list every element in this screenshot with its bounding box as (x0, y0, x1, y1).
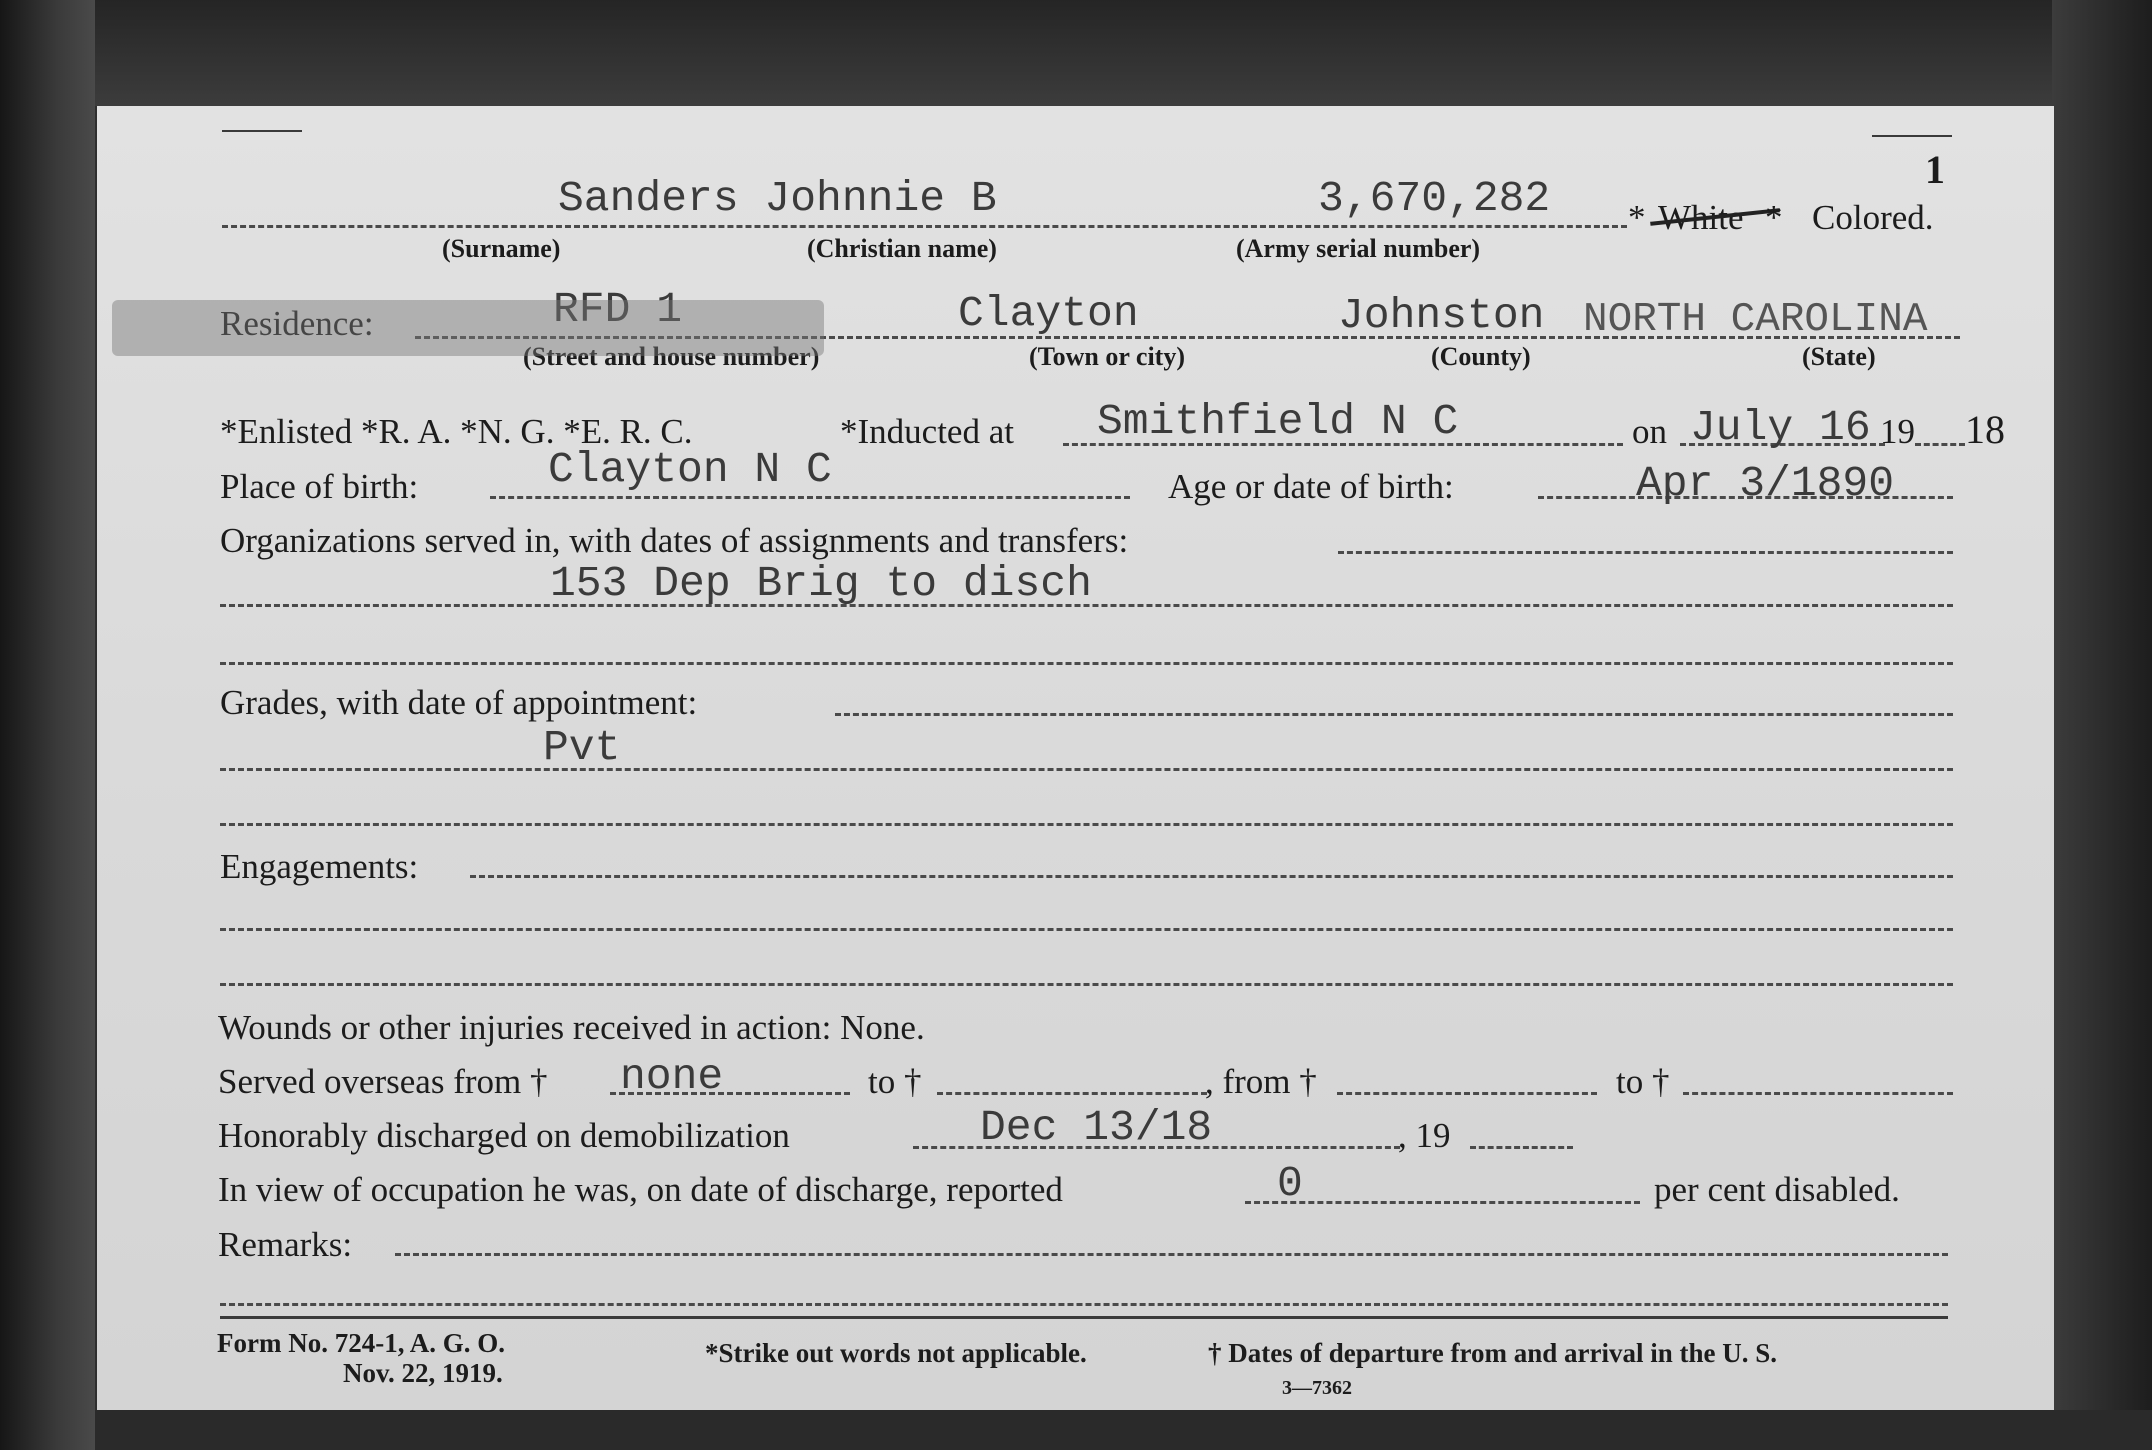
organizations-line-3 (220, 662, 1953, 665)
county-caption: (County) (1431, 342, 1531, 371)
serial-caption: (Army serial number) (1236, 234, 1481, 263)
residence-street-value: RFD 1 (553, 285, 683, 334)
white-asterisk: * (1628, 198, 1646, 237)
disability-value: 0 (1277, 1159, 1303, 1208)
disability-suffix: per cent disabled. (1654, 1170, 1900, 1209)
form-date: Nov. 22, 1919. (343, 1358, 503, 1388)
overseas-to2-label: to † (1616, 1062, 1670, 1101)
overseas-to-label: to † (868, 1062, 922, 1101)
race-colored-option: Colored. (1812, 198, 1934, 237)
discharge-year-line (1470, 1146, 1573, 1149)
top-left-rule (222, 130, 302, 132)
wounds-statement: Wounds or other injuries received in action: None. (218, 1008, 925, 1047)
residence-county-value: Johnston (1338, 291, 1545, 340)
engagements-line-3 (220, 983, 1953, 986)
remarks-line-1 (395, 1253, 1948, 1256)
card-number: 1 (1925, 147, 1945, 192)
colored-asterisk: * (1765, 198, 1783, 237)
remarks-label: Remarks: (218, 1225, 353, 1264)
enlisted-options: *Enlisted *R. A. *N. G. *E. R. C. (220, 412, 693, 451)
grades-value: Pvt (543, 723, 621, 772)
grades-label: Grades, with date of appointment: (220, 683, 698, 722)
induction-year-suffix: 18 (1965, 407, 2005, 452)
state-caption: (State) (1802, 342, 1876, 371)
overseas-to2-line (1683, 1092, 1953, 1095)
induction-date-value: July 16 (1690, 403, 1871, 452)
engagements-line-1 (470, 875, 1953, 878)
on-label: on (1632, 412, 1667, 451)
race-white-option: White (1658, 198, 1744, 237)
overseas-to-line (937, 1092, 1207, 1095)
induction-place-value: Smithfield N C (1097, 397, 1459, 446)
induction-year-prefix: 19 (1880, 412, 1915, 451)
birth-place-label: Place of birth: (220, 467, 419, 506)
overseas-from-label: Served overseas from † (218, 1062, 548, 1101)
town-caption: (Town or city) (1029, 342, 1185, 371)
name-line (222, 225, 1627, 228)
age-label: Age or date of birth: (1168, 467, 1454, 506)
form-number: Form No. 724-1, A. G. O. (217, 1328, 505, 1358)
discharge-date-value: Dec 13/18 (980, 1103, 1213, 1152)
overseas-from2-line (1337, 1092, 1597, 1095)
birth-place-line (490, 496, 1130, 499)
scan-border-left (0, 0, 95, 1450)
engagements-label: Engagements: (220, 847, 419, 886)
disability-line (1245, 1201, 1640, 1204)
print-code: 3—7362 (1282, 1377, 1352, 1399)
discharge-year-label: , 19 (1398, 1116, 1451, 1155)
inducted-label: *Inducted at (840, 412, 1014, 451)
remarks-line-2 (220, 1303, 1948, 1306)
footer-rule (220, 1316, 1948, 1319)
grades-line-1 (835, 713, 1953, 716)
surname-christian-value: Sanders Johnnie B (558, 174, 997, 223)
residence-label: Residence: (220, 304, 374, 343)
street-caption: (Street and house number) (523, 342, 820, 371)
surname-caption: (Surname) (442, 234, 561, 263)
christian-caption: (Christian name) (807, 234, 997, 263)
grades-line-2 (220, 768, 1953, 771)
scan-border-right (2052, 0, 2152, 1450)
organizations-line-2 (220, 604, 1953, 607)
overseas-from2-label: , from † (1205, 1062, 1317, 1101)
grades-line-3 (220, 823, 1953, 826)
scan-border-top (95, 0, 2152, 106)
organizations-line-1 (1338, 551, 1953, 554)
birth-date-value: Apr 3/1890 (1636, 459, 1895, 508)
induction-year-line (1915, 443, 1965, 446)
discharge-label: Honorably discharged on demobilization (218, 1116, 790, 1155)
organizations-label: Organizations served in, with dates of assignments and transfers: (220, 521, 1129, 560)
residence-state-value: NORTH CAROLINA (1583, 297, 1928, 343)
enlisted-smudge (112, 300, 824, 356)
top-right-rule (1872, 135, 1952, 137)
dates-note: † Dates of departure from and arrival in the U. S. (1208, 1338, 1777, 1368)
strike-note: *Strike out words not applicable. (705, 1338, 1087, 1368)
organizations-value: 153 Dep Brig to disch (550, 559, 1092, 608)
birth-place-value: Clayton N C (548, 445, 832, 494)
overseas-from-value: none (620, 1052, 724, 1101)
scan-border-bottom (95, 1410, 2152, 1450)
serial-number-value: 3,670,282 (1318, 174, 1551, 223)
residence-town-value: Clayton (958, 289, 1139, 338)
disability-prefix: In view of occupation he was, on date of discharge, reported (218, 1170, 1063, 1209)
engagements-line-2 (220, 928, 1953, 931)
